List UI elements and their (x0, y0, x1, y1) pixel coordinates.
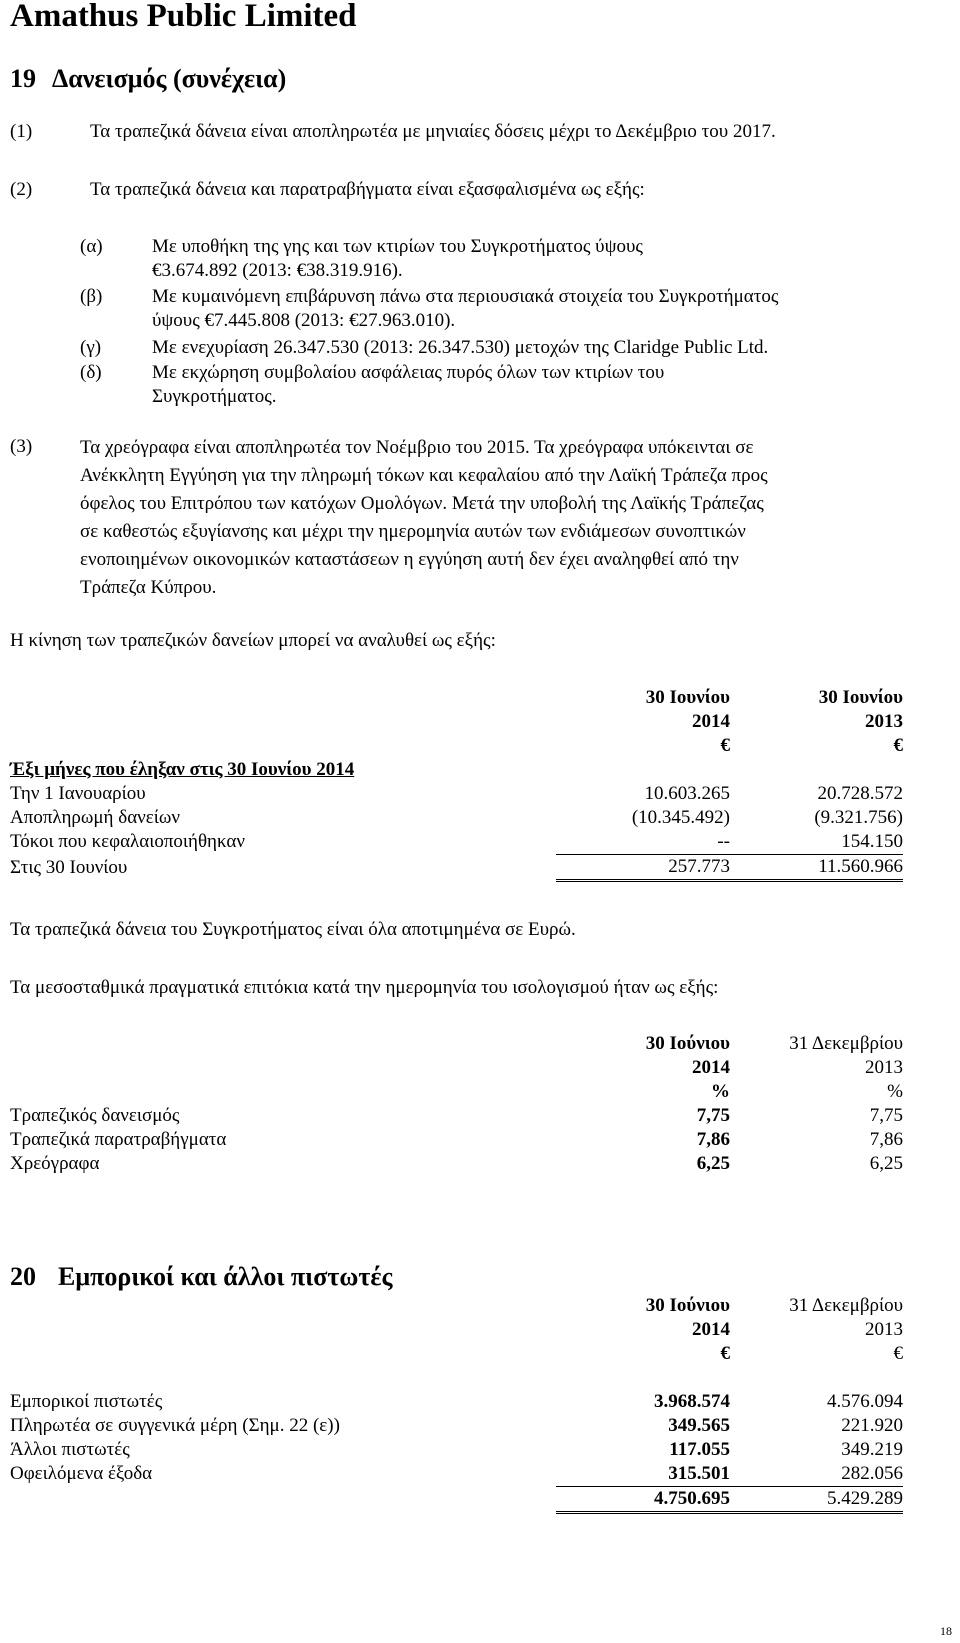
row-value-2: 4.576.094 (827, 1391, 903, 1412)
row-label: Τραπεζικά παρατραβήγματα (10, 1129, 227, 1150)
item-line-1: Με υποθήκη της γης και των κτιρίων του Συγκροτήματος ύψους (152, 236, 643, 257)
note-3-line: σε καθεστώς εξυγίανσης και μέχρι την ημερομηνία αυτών των ενδιάμεσων συνοπτικών (80, 521, 746, 542)
total-row (10, 1487, 903, 1513)
row-value-1: 7,75 (696, 1105, 730, 1126)
table-row (10, 1462, 903, 1487)
row-value-1: -- (717, 831, 730, 852)
row-label: Την 1 Ιανουαρίου (10, 783, 146, 804)
note-2 (10, 179, 645, 201)
row-label: Χρεόγραφα (10, 1153, 100, 1174)
col-header-1: 30 Ιουνίου (645, 687, 730, 708)
item-line-2: ύψους €7.445.808 (2013: €27.963.010). (152, 310, 456, 331)
total-value-2: 5.429.289 (730, 1487, 903, 1513)
section-heading-19 (10, 64, 286, 94)
col-unit-2: € (893, 1343, 903, 1364)
col-unit-1: % (711, 1081, 730, 1102)
col-year-2: 2013 (865, 711, 903, 732)
row-value-2: 20.728.572 (817, 783, 903, 804)
table-row (10, 1104, 903, 1128)
col-unit-2: € (893, 735, 903, 756)
row-label: Τραπεζικός δανεισμός (10, 1105, 180, 1126)
row-label: Τόκοι που κεφαλαιοποιήθηκαν (10, 831, 245, 853)
row-value-2: 282.056 (841, 1463, 903, 1484)
item-line-1: Με εκχώρηση συμβολαίου ασφάλειας πυρός όλων των κτιρίων του (152, 362, 665, 383)
row-value-2: 7,86 (869, 1129, 903, 1150)
note-3-line: όφελος του Επιτρόπου των κατόχων Ομολόγων. Μετά την υποβολή της Λαϊκής Τράπεζας (80, 493, 764, 514)
row-label: Άλλοι πιστωτές (10, 1439, 130, 1460)
row-value-1: 349.565 (668, 1415, 730, 1436)
row-label: Πληρωτέα σε συγγενικά μέρη (Σημ. 22 (ε)) (10, 1415, 340, 1436)
note-3-line: Τράπεζα Κύπρου. (80, 577, 217, 598)
row-value-1: 257.773 (556, 855, 730, 881)
row-label: Αποπληρωμή δανείων (10, 807, 180, 828)
table-row (10, 1390, 903, 1414)
item-line-2: €3.674.892 (2013: €38.319.916). (152, 260, 403, 281)
total-value-1: 4.750.695 (556, 1487, 730, 1513)
note-3-text (80, 434, 768, 602)
note-label: (2) (10, 179, 33, 200)
row-value-2: 7,75 (869, 1105, 903, 1126)
note-1 (10, 121, 776, 143)
table-row (10, 855, 903, 881)
period-heading: Έξι μήνες που έληξαν στις 30 Ιουνίου 2014 (10, 759, 355, 780)
movement-intro: Η κίνηση των τραπεζικών δανείων μπορεί να αναλυθεί ως εξής: (10, 630, 496, 651)
table-row (10, 1414, 903, 1438)
row-value-2: 221.920 (841, 1415, 903, 1436)
table-row (10, 1152, 903, 1176)
col-header-1: 30 Ιούνιου (645, 1033, 730, 1054)
table-row (10, 806, 903, 830)
item-label: (α) (80, 236, 103, 257)
table-row (10, 782, 903, 806)
note-3-label: (3) (10, 436, 33, 457)
col-year-1: 2014 (692, 711, 730, 732)
item-label: (β) (80, 286, 103, 307)
col-header-2: 31 Δεκεμβρίου (789, 1295, 903, 1316)
movement-table (10, 686, 903, 882)
col-year-2: 2013 (865, 1057, 903, 1078)
row-value-2: 6,25 (869, 1153, 903, 1174)
col-year-1: 2014 (692, 1057, 730, 1078)
rates-table (10, 1032, 903, 1176)
row-value-1: 7,86 (696, 1129, 730, 1150)
row-label: Εμπορικοί πιστωτές (10, 1391, 163, 1412)
row-value-2: 11.560.966 (730, 855, 903, 881)
company-name: Amathus Public Limited (10, 0, 357, 34)
note-text: Τα τραπεζικά δάνεια είναι αποπληρωτέα με μηνιαίες δόσεις μέχρι το Δεκέμβριο του 2017. (90, 121, 776, 142)
row-label: Στις 30 Ιουνίου (10, 856, 128, 878)
col-year-1: 2014 (692, 1319, 730, 1340)
table-row (10, 1438, 903, 1462)
item-line-1: Με ενεχυρίαση 26.347.530 (2013: 26.347.530) μετοχών της Claridge Public Ltd. (152, 337, 769, 358)
rates-intro: Τα μεσοσταθμικά πραγματικά επιτόκια κατά την ημερομηνία του ισολογισμού ήταν ως εξής: (10, 977, 719, 998)
table-row (10, 1128, 903, 1152)
col-unit-1: € (720, 735, 730, 756)
section-title: Εμπορικοί και άλλοι πιστωτές (58, 1262, 393, 1291)
row-value-1: 3.968.574 (654, 1391, 730, 1412)
row-value-1: 315.501 (668, 1463, 730, 1484)
col-year-2: 2013 (865, 1319, 903, 1340)
item-line-1: Με κυμαινόμενη επιβάρυνση πάνω στα περιουσιακά στοιχεία του Συγκροτήματος (152, 286, 779, 307)
currency-note: Τα τραπεζικά δάνεια του Συγκροτήματος είναι όλα αποτιμημένα σε Ευρώ. (10, 919, 576, 940)
col-unit-1: € (720, 1343, 730, 1364)
page-number: 18 (940, 1624, 952, 1638)
row-value-2: (9.321.756) (814, 807, 903, 828)
section-number: 20 (10, 1262, 36, 1291)
note-3-line: ενοποιημένων οικονομικών καταστάσεων η εγγύηση αυτή δεν έχει αναληφθεί από την (80, 549, 739, 570)
row-value-1: (10.345.492) (631, 807, 730, 828)
row-value-1: 10.603.265 (644, 783, 730, 804)
row-label: Οφειλόμενα έξοδα (10, 1463, 153, 1485)
col-header-1: 30 Ιούνιου (645, 1295, 730, 1316)
section-heading-20 (10, 1262, 392, 1292)
row-value-1: 117.055 (669, 1439, 730, 1460)
note-text: Τα τραπεζικά δάνεια και παρατραβήγματα είναι εξασφαλισμένα ως εξής: (90, 179, 645, 200)
creditors-table (10, 1294, 903, 1514)
col-header-2: 30 Ιουνίου (818, 687, 903, 708)
item-label: (γ) (80, 337, 102, 358)
note-3-line: Τα χρεόγραφα είναι αποπληρωτέα τον Νοέμβριο του 2015. Τα χρεόγραφα υπόκεινται σε (80, 437, 754, 458)
col-unit-2: % (887, 1081, 903, 1102)
note-label: (1) (10, 121, 33, 142)
item-label: (δ) (80, 362, 102, 383)
note-3-line: Ανέκκλητη Εγγύηση για την πληρωμή τόκων και κεφαλαίου από την Λαϊκή Τράπεζα προς (80, 465, 768, 486)
row-value-1: 6,25 (696, 1153, 730, 1174)
section-title: Δανεισμός (συνέχεια) (52, 64, 287, 93)
table-row (10, 830, 903, 855)
col-header-2: 31 Δεκεμβρίου (789, 1033, 903, 1054)
row-value-2: 154.150 (841, 831, 903, 852)
item-line-2: Συγκροτήματος. (152, 386, 277, 407)
row-value-2: 349.219 (841, 1439, 903, 1460)
section-number: 19 (10, 64, 36, 93)
